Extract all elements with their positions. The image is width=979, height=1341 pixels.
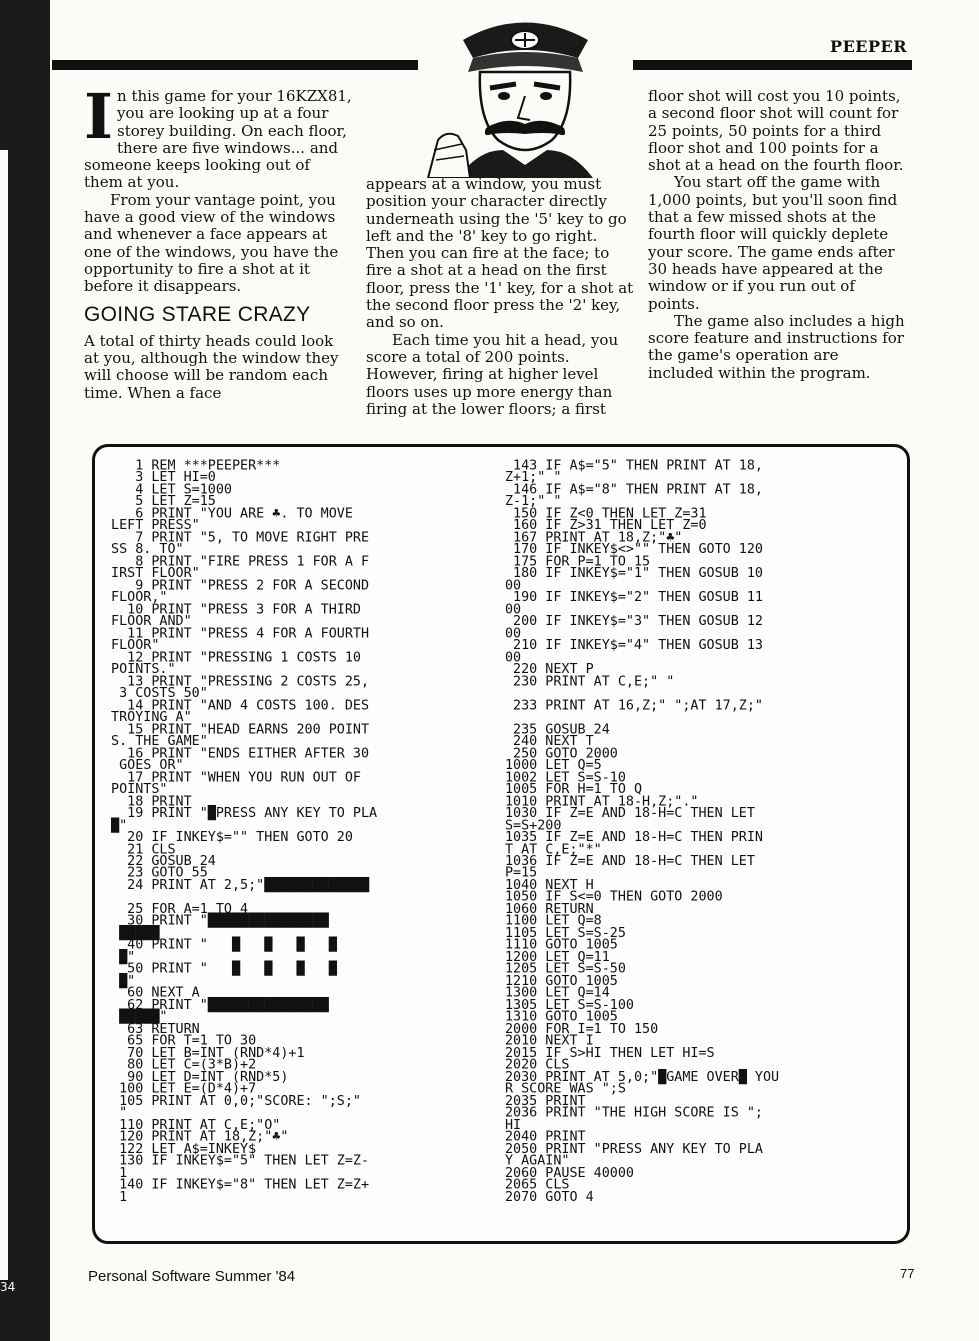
body-paragraph: appears at a window, you must position your character directly underneath using the '5' key to go left and the '8' key to go right. Then you can fire at the face; to fire a shot at a head on the first floor, press the '1' key, for a shot at the second floor press the '2' key, and so on.	[366, 175, 634, 332]
body-paragraph: You start off the game with 1,000 points, but you'll soon find that a few missed shots at the fourth floor will quickly deplete your score. The game ends after 30 heads have appeared at the window or if you run out of points.	[648, 173, 898, 313]
body-paragraph: A total of thirty heads could look at you, although the window they will choose will be random each time. When a face	[84, 331, 339, 402]
body-paragraph: From your vantage point, you have a good view of the windows and whenever a face appears at one of the windows, you have the opportunity to fire a shot at it before it disappears.	[84, 190, 339, 296]
drop-cap: I	[84, 80, 114, 153]
previous-page-number: 34	[0, 1280, 16, 1294]
article-column-2	[366, 176, 634, 418]
footer-page-number: 77	[900, 1266, 915, 1281]
running-title: PEEPER	[830, 37, 907, 56]
program-listing-box	[92, 444, 910, 1244]
previous-page-edge	[0, 150, 8, 1280]
article-column-1	[84, 80, 352, 402]
body-paragraph: floor shot will cost you 10 points, a second floor shot will count for 25 points, 50 points for a third floor shot and 100 points for a shot at a head on the fourth floor.	[648, 87, 904, 175]
body-paragraph: Each time you hit a head, you score a total of 200 points. However, firing at higher level floors uses up more energy than firing at the lower floors; a first	[366, 330, 619, 418]
body-paragraph: The game also includes a high score feature and instructions for the game's operation are included within the program.	[648, 311, 905, 382]
footer-publication: Personal Software Summer '84	[88, 1268, 296, 1285]
program-listing-right: 143 IF A$="5" THEN PRINT AT 18, Z+1;" " 146 IF A$="8" THEN PRINT AT 18, Z-1;" " 150 IF Z<0 THEN LET Z=31 160 IF Z>31 THEN LET Z=0 167 PRINT AT 18,Z;"♣" 170 IF INKEY$<>"" THEN GOTO 120 175 FOR P=1 TO 15 180 IF INKEY$="1" THEN GOSUB 10 00 190 IF INKEY$="2" THEN GOSUB 11 00 200 IF INKEY$="3" THEN GOSUB 12 00 210 IF INKEY$="4" THEN GOSUB 13 00 220 NEXT P 230 PRINT AT C,E;" " 233 PRINT AT 16,Z;" ";AT 17,Z;" 235 GOSUB 24 240 NEXT T 250 GOTO 2000 1000 LET Q=5 1002 LET S=S-10 1005 FOR H=1 TO Q 1010 PRINT AT 18-H,Z;"." 1030 IF Z=E AND 18-H=C THEN LET S=S+200 1035 IF Z=E AND 18-H=C THEN PRIN T AT C,E;"*" 1036 IF Z=E AND 18-H=C THEN LET P=15 1040 NEXT H 1050 IF S<=0 THEN GOTO 2000 1060 RETURN 1100 LET Q=8 1105 LET S=S-25 1110 GOTO 1005 1200 LET Q=11 1205 LET S=S-50 1210 GOTO 1005 1300 LET Q=14 1305 LET S=S-100 1310 GOTO 1005 2000 FOR I=1 TO 150 2010 NEXT I 2015 IF S>HI THEN LET HI=S 2020 CLS 2030 PRINT AT 5,0;"█GAME OVER█ YOU R SCORE WAS ";S 2035 PRINT 2036 PRINT "THE HIGH SCORE IS "; HI 2040 PRINT 2050 PRINT "PRESS ANY KEY TO PLA Y AGAIN" 2060 PAUSE 40000 2065 CLS 2070 GOTO 4	[505, 459, 780, 1205]
military-officer-portrait-icon	[418, 0, 633, 178]
intro-paragraph: n this game for your 16KZX81, you are looking up at a four storey building. On each floor, there are five windows... and someone keeps looking out of them at you.	[84, 87, 352, 192]
program-listing-left: 1 REM ***PEEPER*** 3 LET HI=0 4 LET S=1000 5 LET Z=15 6 PRINT "YOU ARE ♣. TO MOVE LEFT PRESS" 7 PRINT "5, TO MOVE RIGHT PRE SS 8. TO" 8 PRINT "FIRE PRESS 1 FOR A F IRST FLOOR" 9 PRINT "PRESS 2 FOR A SECOND FLOOR," 10 PRINT "PRESS 3 FOR A THIRD FLOOR AND" 11 PRINT "PRESS 4 FOR A FOURTH FLOOR" 12 PRINT "PRESSING 1 COSTS 10 POINTS." 13 PRINT "PRESSING 2 COSTS 25, 3 COSTS 50" 14 PRINT "AND 4 COSTS 100. DES TROYING A" 15 PRINT "HEAD EARNS 200 POINT S. THE GAME" 16 PRINT "ENDS EITHER AFTER 30 GOES OR" 17 PRINT "WHEN YOU RUN OUT OF POINTS" 18 PRINT 19 PRINT "█PRESS ANY KEY TO PLA █" 20 IF INKEY$="" THEN GOTO 20 21 CLS 22 GOSUB 24 23 GOTO 55 24 PRINT AT 2,5;"█████████████ 25 FOR A=1 TO 4 30 PRINT "███████████████ █████ 40 PRINT " █ █ █ █ █" 50 PRINT " █ █ █ █ █" 60 NEXT A 62 PRINT "███████████████ █████" 63 RETURN 65 FOR T=1 TO 30 70 LET B=INT (RND*4)+1 80 LET C=(3*B)+2 90 LET D=INT (RND*5) 100 LET E=(D*4)+7 105 PRINT AT 0,0;"SCORE: ";S;" " 110 PRINT AT C,E;"O" 120 PRINT AT 18,Z;"♣" 122 LET A$=INKEY$ 130 IF INKEY$="5" THEN LET Z=Z- 1 140 IF INKEY$="8" THEN LET Z=Z+ 1	[111, 459, 378, 1205]
article-column-3	[648, 88, 906, 382]
section-heading: GOING STARE CRAZY	[84, 302, 311, 326]
